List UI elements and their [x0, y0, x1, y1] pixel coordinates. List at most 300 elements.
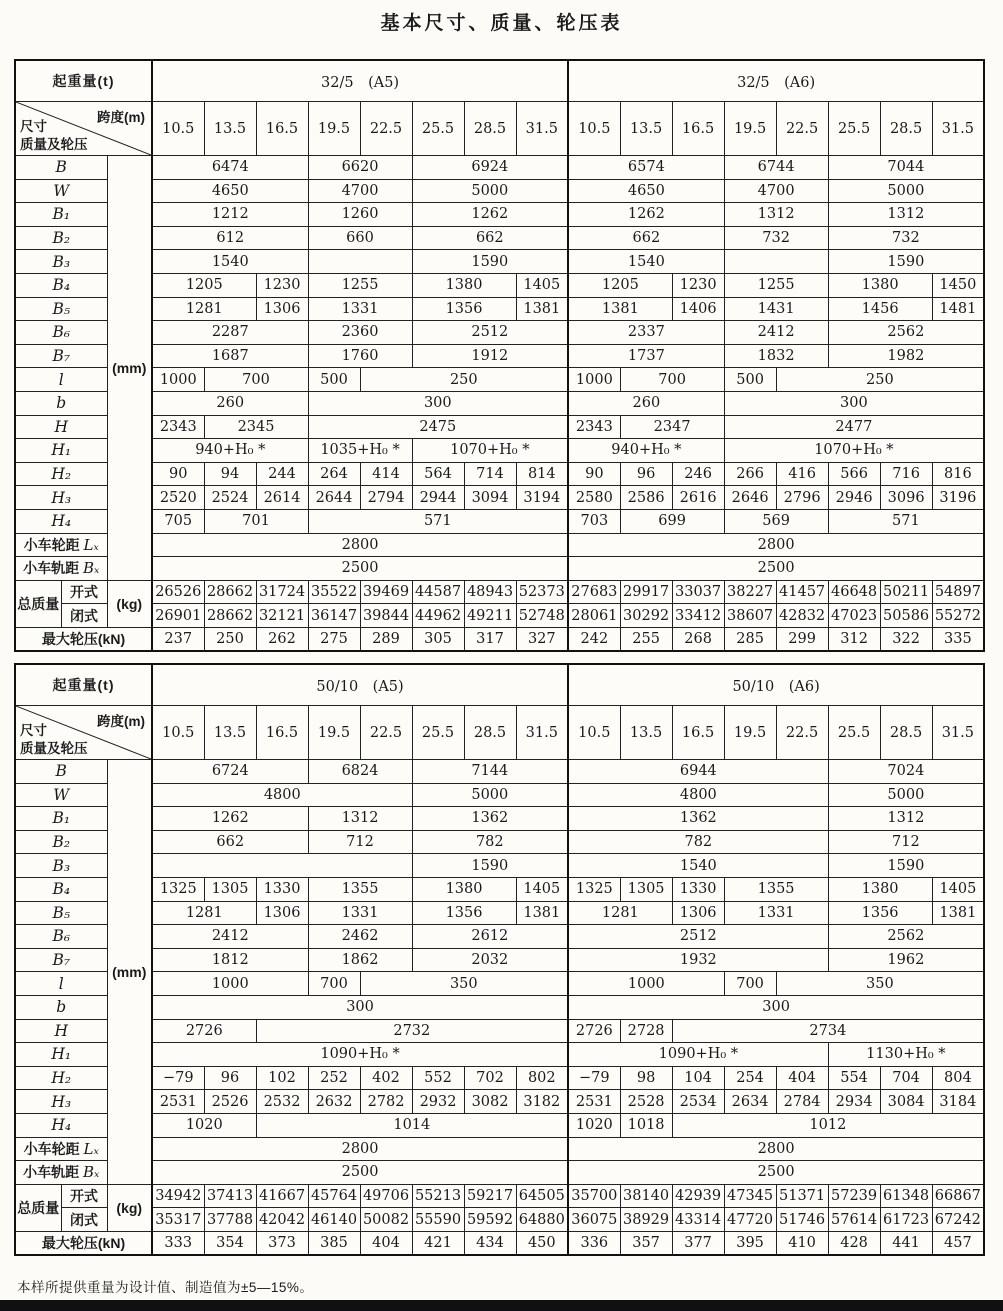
- value-cell: 252: [308, 1066, 360, 1090]
- value-cell: 28061: [568, 604, 620, 628]
- value-cell: 275: [308, 627, 360, 651]
- value-cell: 260: [152, 391, 308, 415]
- value-cell: 57239: [828, 1184, 880, 1208]
- value-cell: 32121: [256, 604, 308, 628]
- value-cell: 300: [724, 391, 984, 415]
- value-cell: 1381: [932, 901, 984, 925]
- value-cell: 94: [204, 462, 256, 486]
- row-label-B7: B₇: [15, 344, 107, 368]
- value-cell: 55590: [412, 1208, 464, 1232]
- value-cell: 285: [724, 627, 776, 651]
- row-label-l: l: [15, 368, 107, 392]
- value-cell: 4700: [308, 179, 412, 203]
- value-cell: 1450: [932, 273, 984, 297]
- value-cell: 33037: [672, 580, 724, 604]
- value-cell: 2562: [828, 925, 984, 949]
- row-label-B6: B₆: [15, 925, 107, 949]
- value-cell: 1356: [828, 901, 932, 925]
- span-value: 31.5: [516, 706, 568, 760]
- row-label-B7: B₇: [15, 948, 107, 972]
- value-cell: 1012: [672, 1113, 984, 1137]
- span-value: 16.5: [672, 102, 724, 156]
- value-cell: 6724: [152, 760, 308, 784]
- value-cell: 354: [204, 1231, 256, 1255]
- value-cell: 1331: [308, 901, 412, 925]
- value-cell: 66867: [932, 1184, 984, 1208]
- row-label-B5: B₅: [15, 297, 107, 321]
- value-cell: 500: [308, 368, 360, 392]
- span-value: 13.5: [620, 102, 672, 156]
- value-cell: 404: [776, 1066, 828, 1090]
- value-cell: 1090+H₀ *: [568, 1043, 828, 1067]
- value-cell: 3094: [464, 486, 516, 510]
- mass-wheelload-axis-label: 质量及轮压: [20, 137, 88, 152]
- value-cell: 3082: [464, 1090, 516, 1114]
- row-label-H: H: [15, 1019, 107, 1043]
- value-cell: 33412: [672, 604, 724, 628]
- span-value: 19.5: [308, 102, 360, 156]
- value-cell: 1356: [412, 901, 516, 925]
- row-label-H3: H₃: [15, 1090, 107, 1114]
- value-cell: 1305: [204, 877, 256, 901]
- value-cell: 2032: [412, 948, 568, 972]
- value-cell: 6944: [568, 760, 828, 784]
- spec-table: [14, 663, 985, 1256]
- value-cell: 27683: [568, 580, 620, 604]
- value-cell: 3096: [880, 486, 932, 510]
- row-label-H1: H₁: [15, 439, 107, 463]
- value-cell: 90: [568, 462, 620, 486]
- capacity-label: 起重量(t): [15, 664, 152, 706]
- value-cell: 268: [672, 627, 724, 651]
- value-cell: 305: [412, 627, 464, 651]
- span-axis-label: 跨度(m): [97, 714, 146, 729]
- crane-spec-a5: 32/5 (A5): [152, 60, 568, 102]
- value-cell: 42042: [256, 1208, 308, 1232]
- value-cell: 814: [516, 462, 568, 486]
- span-value: 25.5: [412, 102, 464, 156]
- value-cell: 1090+H₀ *: [152, 1043, 568, 1067]
- value-cell: 2412: [152, 925, 308, 949]
- value-cell: 1331: [308, 297, 412, 321]
- value-cell: 2526: [204, 1090, 256, 1114]
- value-cell: 4650: [152, 179, 308, 203]
- value-cell: 1262: [152, 807, 308, 831]
- row-label-B5: B₅: [15, 901, 107, 925]
- value-cell: 35317: [152, 1208, 204, 1232]
- value-cell: 322: [880, 627, 932, 651]
- value-cell: 1305: [620, 877, 672, 901]
- row-label-text: 小车轮距: [23, 1140, 84, 1157]
- value-cell: 2531: [568, 1090, 620, 1114]
- span-value: 13.5: [204, 706, 256, 760]
- value-cell: 1000: [568, 972, 724, 996]
- value-cell: 1380: [412, 877, 516, 901]
- value-cell: 1260: [308, 203, 412, 227]
- row-label-text: 小车轨距: [23, 560, 84, 577]
- row-label-trolley-gauge: [15, 1161, 107, 1185]
- value-cell: 1281: [568, 901, 672, 925]
- span-value: 19.5: [308, 706, 360, 760]
- span-value: 31.5: [516, 102, 568, 156]
- value-cell: 38227: [724, 580, 776, 604]
- value-cell: 3196: [932, 486, 984, 510]
- value-cell: 1362: [412, 807, 568, 831]
- value-cell: 2500: [568, 1161, 984, 1185]
- value-cell: 335: [932, 627, 984, 651]
- value-cell: 2800: [568, 533, 984, 557]
- value-cell: 702: [464, 1066, 516, 1090]
- value-cell: 441: [880, 1231, 932, 1255]
- row-label-symbol: Bₓ: [83, 1163, 100, 1182]
- value-cell: 1362: [568, 807, 828, 831]
- value-cell: 30292: [620, 604, 672, 628]
- value-cell: 1312: [724, 203, 828, 227]
- value-cell: 1306: [256, 901, 308, 925]
- value-cell: 29917: [620, 580, 672, 604]
- value-cell: 414: [360, 462, 412, 486]
- value-cell: 662: [568, 226, 724, 250]
- value-cell: 3184: [932, 1090, 984, 1114]
- row-label-text: 小车轨距: [23, 1164, 84, 1181]
- value-cell: 701: [204, 509, 308, 533]
- value-cell: 350: [360, 972, 568, 996]
- value-cell: 61723: [880, 1208, 932, 1232]
- value-cell: 98: [620, 1066, 672, 1090]
- value-cell: 1406: [672, 297, 724, 321]
- span-value: 16.5: [672, 706, 724, 760]
- value-cell: 41667: [256, 1184, 308, 1208]
- value-cell: 6744: [724, 156, 828, 180]
- value-cell: 1590: [412, 854, 568, 878]
- span-axis-label: 跨度(m): [97, 110, 146, 125]
- value-cell: 2646: [724, 486, 776, 510]
- value-cell: 1330: [672, 877, 724, 901]
- value-cell: 45764: [308, 1184, 360, 1208]
- value-cell: 940+H₀ *: [568, 439, 724, 463]
- value-cell: 5000: [412, 179, 568, 203]
- row-label-symbol: Bₓ: [83, 559, 100, 578]
- value-cell: 35522: [308, 580, 360, 604]
- value-cell: 5000: [828, 783, 984, 807]
- value-cell: 42939: [672, 1184, 724, 1208]
- value-cell: 5000: [412, 783, 568, 807]
- total-mass-label: 总质量: [15, 1184, 61, 1231]
- value-cell: 662: [152, 830, 308, 854]
- value-cell: 3084: [880, 1090, 932, 1114]
- value-cell: 1590: [828, 250, 984, 274]
- value-cell: 4700: [724, 179, 828, 203]
- unit-mm-label: (mm): [107, 760, 152, 1185]
- row-label-H4: H₄: [15, 509, 107, 533]
- value-cell: 36075: [568, 1208, 620, 1232]
- span-value: 28.5: [464, 706, 516, 760]
- row-label-B6: B₆: [15, 321, 107, 345]
- value-cell: 1035+H₀ *: [308, 439, 412, 463]
- value-cell: 37788: [204, 1208, 256, 1232]
- value-cell: 51371: [776, 1184, 828, 1208]
- value-cell: 703: [568, 509, 620, 533]
- value-cell: 1737: [568, 344, 724, 368]
- value-cell: 266: [724, 462, 776, 486]
- value-cell: 1070+H₀ *: [724, 439, 984, 463]
- value-cell: 44587: [412, 580, 464, 604]
- value-cell: 1281: [152, 901, 256, 925]
- value-cell: 2934: [828, 1090, 880, 1114]
- value-cell: 2932: [412, 1090, 464, 1114]
- value-cell: 2347: [620, 415, 724, 439]
- value-cell: −79: [152, 1066, 204, 1090]
- value-cell: 377: [672, 1231, 724, 1255]
- value-cell: 300: [308, 391, 568, 415]
- value-cell: 246: [672, 462, 724, 486]
- value-cell: [308, 250, 412, 274]
- row-label-B: B: [15, 760, 107, 784]
- capacity-label: 起重量(t): [15, 60, 152, 102]
- span-value: 28.5: [880, 706, 932, 760]
- row-label-b: b: [15, 391, 107, 415]
- value-cell: 2532: [256, 1090, 308, 1114]
- diagonal-header-box: [16, 706, 151, 759]
- value-cell: 1020: [568, 1113, 620, 1137]
- value-cell: 255: [620, 627, 672, 651]
- value-cell: 1312: [828, 807, 984, 831]
- row-label-trolley-wheelbase: [15, 1137, 107, 1161]
- value-cell: 262: [256, 627, 308, 651]
- value-cell: 940+H₀ *: [152, 439, 308, 463]
- value-cell: 2500: [152, 557, 568, 581]
- table-crane-50-10: [14, 663, 985, 1256]
- value-cell: 1331: [724, 901, 828, 925]
- value-cell: [724, 250, 828, 274]
- span-value: 31.5: [932, 706, 984, 760]
- value-cell: 317: [464, 627, 516, 651]
- value-cell: 1281: [152, 297, 256, 321]
- span-value: 25.5: [828, 102, 880, 156]
- value-cell: 1325: [152, 877, 204, 901]
- span-value: 31.5: [932, 102, 984, 156]
- value-cell: 6574: [568, 156, 724, 180]
- value-cell: 260: [568, 391, 724, 415]
- value-cell: 6620: [308, 156, 412, 180]
- value-cell: 552: [412, 1066, 464, 1090]
- value-cell: 612: [152, 226, 308, 250]
- value-cell: 38140: [620, 1184, 672, 1208]
- value-cell: 237: [152, 627, 204, 651]
- value-cell: 38607: [724, 604, 776, 628]
- row-label-W: W: [15, 179, 107, 203]
- value-cell: 96: [204, 1066, 256, 1090]
- value-cell: 732: [724, 226, 828, 250]
- value-cell: 2616: [672, 486, 724, 510]
- value-cell: 2520: [152, 486, 204, 510]
- value-cell: 700: [620, 368, 724, 392]
- value-cell: 2944: [412, 486, 464, 510]
- value-cell: 571: [828, 509, 984, 533]
- value-cell: 7024: [828, 760, 984, 784]
- row-label-B1: B₁: [15, 203, 107, 227]
- value-cell: 55213: [412, 1184, 464, 1208]
- value-cell: 1262: [412, 203, 568, 227]
- value-cell: 2337: [568, 321, 724, 345]
- value-cell: 705: [152, 509, 204, 533]
- value-cell: 1832: [724, 344, 828, 368]
- value-cell: 434: [464, 1231, 516, 1255]
- value-cell: 5000: [828, 179, 984, 203]
- value-cell: 6474: [152, 156, 308, 180]
- value-cell: 2287: [152, 321, 308, 345]
- value-cell: 2562: [828, 321, 984, 345]
- span-value: 22.5: [360, 102, 412, 156]
- value-cell: 1020: [152, 1113, 256, 1137]
- value-cell: 700: [204, 368, 308, 392]
- value-cell: 2800: [568, 1137, 984, 1161]
- value-cell: 699: [620, 509, 724, 533]
- row-label-H3: H₃: [15, 486, 107, 510]
- value-cell: 395: [724, 1231, 776, 1255]
- value-cell: 2796: [776, 486, 828, 510]
- max-wheel-load-label: 最大轮压(kN): [15, 627, 152, 651]
- unit-mm-label: (mm): [107, 156, 152, 581]
- row-label-W: W: [15, 783, 107, 807]
- value-cell: 1962: [828, 948, 984, 972]
- value-cell: 38929: [620, 1208, 672, 1232]
- row-label-B1: B₁: [15, 807, 107, 831]
- value-cell: 1000: [152, 972, 308, 996]
- value-cell: 500: [724, 368, 776, 392]
- value-cell: 3182: [516, 1090, 568, 1114]
- value-cell: 2726: [152, 1019, 256, 1043]
- total-mass-label: 总质量: [15, 580, 61, 627]
- value-cell: 1070+H₀ *: [412, 439, 568, 463]
- value-cell: 2462: [308, 925, 412, 949]
- value-cell: 1590: [412, 250, 568, 274]
- value-cell: 1812: [152, 948, 308, 972]
- value-cell: 1355: [724, 877, 828, 901]
- value-cell: 46648: [828, 580, 880, 604]
- value-cell: 714: [464, 462, 516, 486]
- value-cell: 6924: [412, 156, 568, 180]
- value-cell: 59217: [464, 1184, 516, 1208]
- row-label-B: B: [15, 156, 107, 180]
- value-cell: 43314: [672, 1208, 724, 1232]
- value-cell: 1912: [412, 344, 568, 368]
- value-cell: 300: [568, 995, 984, 1019]
- value-cell: 1356: [412, 297, 516, 321]
- value-cell: 1405: [516, 877, 568, 901]
- value-cell: 1590: [828, 854, 984, 878]
- footnote: 本样所提供重量为设计值、制造值为±5—15%。: [17, 1280, 314, 1295]
- value-cell: 712: [308, 830, 412, 854]
- value-cell: 7044: [828, 156, 984, 180]
- value-cell: 373: [256, 1231, 308, 1255]
- value-cell: 4650: [568, 179, 724, 203]
- value-cell: 1325: [568, 877, 620, 901]
- value-cell: 47023: [828, 604, 880, 628]
- span-value: 28.5: [880, 102, 932, 156]
- value-cell: 712: [828, 830, 984, 854]
- value-cell: 50586: [880, 604, 932, 628]
- span-value: 16.5: [256, 102, 308, 156]
- value-cell: 1481: [932, 297, 984, 321]
- value-cell: 1205: [152, 273, 256, 297]
- value-cell: 1862: [308, 948, 412, 972]
- value-cell: 102: [256, 1066, 308, 1090]
- max-wheel-load-label: 最大轮压(kN): [15, 1231, 152, 1255]
- value-cell: 1262: [568, 203, 724, 227]
- value-cell: 57614: [828, 1208, 880, 1232]
- crane-spec-a6: 50/10 (A6): [568, 664, 984, 706]
- value-cell: 67242: [932, 1208, 984, 1232]
- span-dimension-header: [15, 706, 152, 760]
- unit-kg-label: (kg): [107, 1184, 152, 1231]
- page-title: 基本尺寸、质量、轮压表: [380, 13, 623, 34]
- value-cell: 571: [308, 509, 568, 533]
- value-cell: 2586: [620, 486, 672, 510]
- span-value: 25.5: [828, 706, 880, 760]
- span-value: 19.5: [724, 102, 776, 156]
- value-cell: 42832: [776, 604, 828, 628]
- value-cell: 49211: [464, 604, 516, 628]
- dimension-axis-label: 尺寸: [20, 723, 47, 738]
- value-cell: 2477: [724, 415, 984, 439]
- value-cell: 39844: [360, 604, 412, 628]
- dimension-axis-label: 尺寸: [20, 119, 47, 134]
- value-cell: 3194: [516, 486, 568, 510]
- value-cell: 49706: [360, 1184, 412, 1208]
- value-cell: 47345: [724, 1184, 776, 1208]
- value-cell: 704: [880, 1066, 932, 1090]
- value-cell: 2475: [308, 415, 568, 439]
- value-cell: 7144: [412, 760, 568, 784]
- value-cell: 64505: [516, 1184, 568, 1208]
- value-cell: 52373: [516, 580, 568, 604]
- value-cell: 1212: [152, 203, 308, 227]
- value-cell: 782: [412, 830, 568, 854]
- value-cell: 816: [932, 462, 984, 486]
- value-cell: 2345: [204, 415, 308, 439]
- value-cell: 39469: [360, 580, 412, 604]
- value-cell: 2531: [152, 1090, 204, 1114]
- value-cell: 1381: [516, 297, 568, 321]
- unit-kg-label: (kg): [107, 580, 152, 627]
- value-cell: 564: [412, 462, 464, 486]
- value-cell: 1312: [308, 807, 412, 831]
- value-cell: 1230: [256, 273, 308, 297]
- span-value: 10.5: [152, 706, 204, 760]
- value-cell: 250: [776, 368, 984, 392]
- value-cell: 1355: [308, 877, 412, 901]
- span-value: 13.5: [204, 102, 256, 156]
- value-cell: 716: [880, 462, 932, 486]
- value-cell: 2528: [620, 1090, 672, 1114]
- value-cell: 35700: [568, 1184, 620, 1208]
- open-type-label: 开式: [61, 580, 107, 604]
- value-cell: 1431: [724, 297, 828, 321]
- value-cell: 1381: [516, 901, 568, 925]
- value-cell: 802: [516, 1066, 568, 1090]
- value-cell: 1000: [568, 368, 620, 392]
- value-cell: 47720: [724, 1208, 776, 1232]
- value-cell: 1130+H₀ *: [828, 1043, 984, 1067]
- value-cell: 1760: [308, 344, 412, 368]
- value-cell: 2732: [256, 1019, 568, 1043]
- value-cell: 55272: [932, 604, 984, 628]
- value-cell: 312: [828, 627, 880, 651]
- span-value: 22.5: [360, 706, 412, 760]
- value-cell: 54897: [932, 580, 984, 604]
- value-cell: 1540: [568, 250, 724, 274]
